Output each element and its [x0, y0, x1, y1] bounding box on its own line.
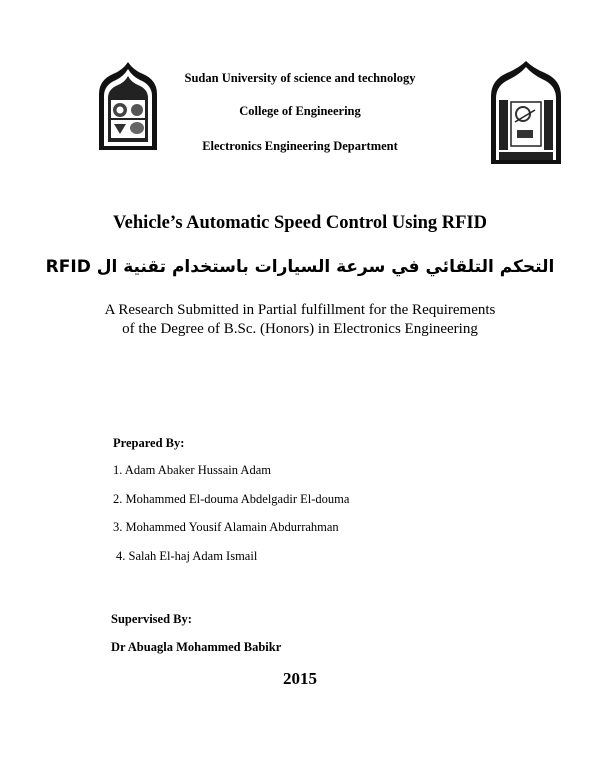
team-member: 3. Mohammed Yousif Alamain Abdurrahman — [113, 520, 339, 534]
supervised-by-label: Supervised By: — [111, 612, 192, 626]
year: 2015 — [283, 669, 317, 688]
team-member: 2. Mohammed El-douma Abdelgadir El-douma — [113, 492, 350, 506]
prepared-by-label: Prepared By: — [113, 436, 185, 450]
submission-line-1: A Research Submitted in Partial fulfillment for the Requirements — [104, 302, 496, 318]
college-name: College of Engineering — [239, 104, 361, 118]
team-member: 1. Adam Abaker Hussain Adam — [113, 463, 271, 477]
team-member: 4. Salah El-haj Adam Ismail — [116, 549, 258, 563]
supervisor-name: Dr Abuagla Mohammed Babikr — [111, 640, 282, 654]
university-name: Sudan University of science and technology — [184, 71, 416, 85]
submission-line-2: of the Degree of B.Sc. (Honors) in Electronics Engineering — [122, 321, 478, 337]
department-name: Electronics Engineering Department — [202, 139, 398, 153]
document-title: Vehicle’s Automatic Speed Control Using RFID — [113, 213, 487, 233]
arabic-title: التحكم التلقائي في سرعة السيارات باستخدام تقنية ال RFID — [45, 257, 555, 277]
